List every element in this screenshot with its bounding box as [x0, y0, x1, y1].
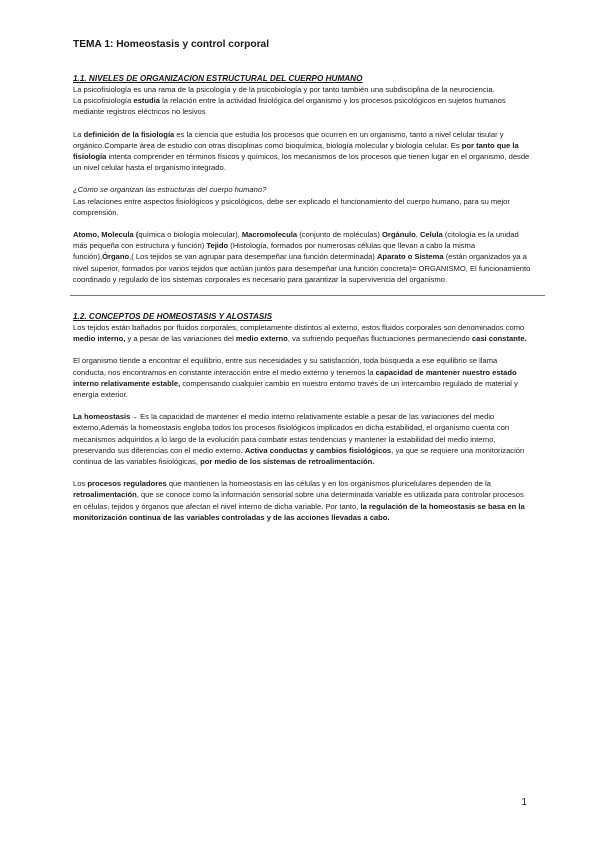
bold-run: Tejido: [206, 241, 229, 251]
text-run: Los: [73, 479, 88, 489]
bold-run: por tanto que la fisiología: [73, 140, 519, 162]
text-run: (citología es la unidad más pequeña con estructura y función): [73, 230, 519, 251]
paragraph-relaciones: Las relaciones entre aspectos fisiológicos y psicológicos, debe ser explicado el funcionamiento del cuerpo humano, para su mejor comprensión.: [73, 196, 510, 217]
bold-run: procesos reguladores: [87, 479, 167, 489]
bold-run: Aparato o Sistema: [376, 252, 444, 262]
paragraph-question: ¿Cómo se organizan las estructuras del cuerpo humano?: [73, 185, 267, 195]
bold-run: estudia: [133, 96, 160, 106]
paragraph-definicion-fisiologia: [73, 129, 531, 174]
bold-run: por medio de los sistemas de retroalimentación.: [200, 457, 375, 467]
paragraph-homeostasis: [73, 411, 531, 467]
text-run: y a pesar de las variaciones del: [125, 334, 236, 344]
bold-run: Orgánulo: [381, 230, 416, 240]
paragraph-niveles-organizacion: [73, 229, 531, 285]
section-heading-1-1: 1.1. NIVELES DE ORGANIZACION ESTRUCTURAL DEL CUERPO HUMANO: [73, 74, 363, 83]
text-run: ,( Los tejidos se van agrupar para desempeñar una función determinada): [129, 252, 377, 262]
bold-run: medio externo: [235, 334, 288, 344]
document-title: TEMA 1: Homeostasis y control corporal: [73, 39, 270, 50]
paragraph-psicofisiologia-estudia: [73, 95, 531, 117]
horizontal-divider: [70, 295, 545, 296]
paragraph-psicofisiologia-rama: La psicofisiología es una rama de la psicología y de la psicobiología y por tanto también una subdisciplina de la neurociencia.: [73, 85, 495, 94]
text-run: intenta comprender en términos físicos y químicos, los mecanismos de los procesos que tienen lugar en el organismo, desde un nivel celular hasta el organismo integrado.: [73, 152, 530, 173]
text-run: es la ciencia que estudia los procesos que ocurren en un organismo, tanto a nivel celular tisular y orgánico.Comparte área de estudio con otras disciplinas como bioquímica, biología molecular y biología celular. Es: [73, 129, 504, 150]
bold-run: definición de la fisiología: [83, 129, 175, 139]
bold-run: casi constante.: [471, 334, 527, 344]
text-run: la relación entre la actividad fisiológica del organismo y los procesos psicológicos en sujetos humanos mediante registros eléctricos no lesivos: [73, 96, 506, 117]
bold-run: Macromolecula: [241, 230, 298, 240]
text-run: La psicofisiología: [73, 96, 134, 106]
bold-run: Celula: [419, 230, 443, 240]
paragraph-equilibrio: [73, 355, 531, 400]
text-run: (Histología, formados por numerosas células que llevan a cabo la misma función),: [73, 241, 476, 262]
bold-run: capacidad de mantener nuestro estado interno relativamente estable,: [73, 367, 517, 388]
text-run: compensando cualquier cambio en nuestro entorno través de un intercambio regulado de material y energía exterior.: [73, 378, 518, 400]
bold-run: Atomo, Molecula (: [73, 230, 139, 240]
bold-run: la regulación de la homeostasis se basa en la monitorización continua de las variables controladas y de las acciones llevadas a cabo.: [73, 501, 525, 522]
text-run: , ya que se requiere una monitorización continua de las variables fisiológicas,: [73, 445, 525, 467]
bold-run: Activa conductas y cambios fisiológicos: [244, 445, 392, 455]
paragraph-medio-interno: [73, 322, 531, 344]
text-run: ,: [415, 230, 420, 240]
text-run: , que se conoce como la información sensorial sobre una determinada variable es utilizada para controlar procesos en células, tejidos y órganos que afectan el nivel interno de dicha variable. Por tanto,: [73, 490, 524, 511]
text-run: química o biología molecular),: [138, 230, 242, 240]
bold-run: Órgano: [102, 252, 130, 262]
text-run: → Es la capacidad de mantener el medio interno relativamente estable a pesar de las variaciones del medio externo.Además la homeostasis engloba todos los procesos fisiológicos implicados en dicha estabilidad, el organismo cuenta con mecanismos adquiridos a lo largo de la evolución para combatir estas tendencias y mantener la estabilidad del medio interno, preservando sus diferencias con el medio externo.: [73, 412, 510, 455]
text-run: (conjunto de moléculas): [297, 230, 382, 240]
paragraph-procesos-reguladores: [73, 478, 531, 523]
section-heading-1-2: 1.2. CONCEPTOS DE HOMEOSTASIS Y ALOSTASIS: [73, 312, 273, 322]
text-run: La: [73, 129, 84, 139]
page-number: 1: [521, 797, 527, 808]
text-run: , va sufriendo pequeñas fluctuaciones permaneciendo: [287, 334, 472, 344]
page-content: [73, 38, 531, 523]
text-run: Los tejidos están bañados por fluidos corporales, completamente distintos al externo, estos fluidos corporales son denominados como: [73, 323, 525, 333]
text-run: (están organizados ya a nivel superior, formados por varios tejidos que actúan juntos para desempeñar una función concreta)= ORGANISMO, El funcionamiento coordinado y regulado de los sistemas corporales es necesario para garantizar la supervivencia del organismo.: [73, 252, 531, 284]
bold-run: medio interno,: [73, 334, 126, 344]
text-run: El organismo tiende a encontrar el equilibrio, entre sus necesidades y su satisfacción, toda búsqueda a ese equilibrio se llama conducta, nos encontramos en constante interacción entre el medio externo y tenemos la: [73, 356, 498, 377]
bold-run: La homeostasis: [73, 412, 131, 422]
bold-run: retroalimentación: [73, 490, 137, 500]
text-run: que mantienen la homeostasis en las células y en los organismos pluricelulares dependen de la: [166, 479, 491, 489]
